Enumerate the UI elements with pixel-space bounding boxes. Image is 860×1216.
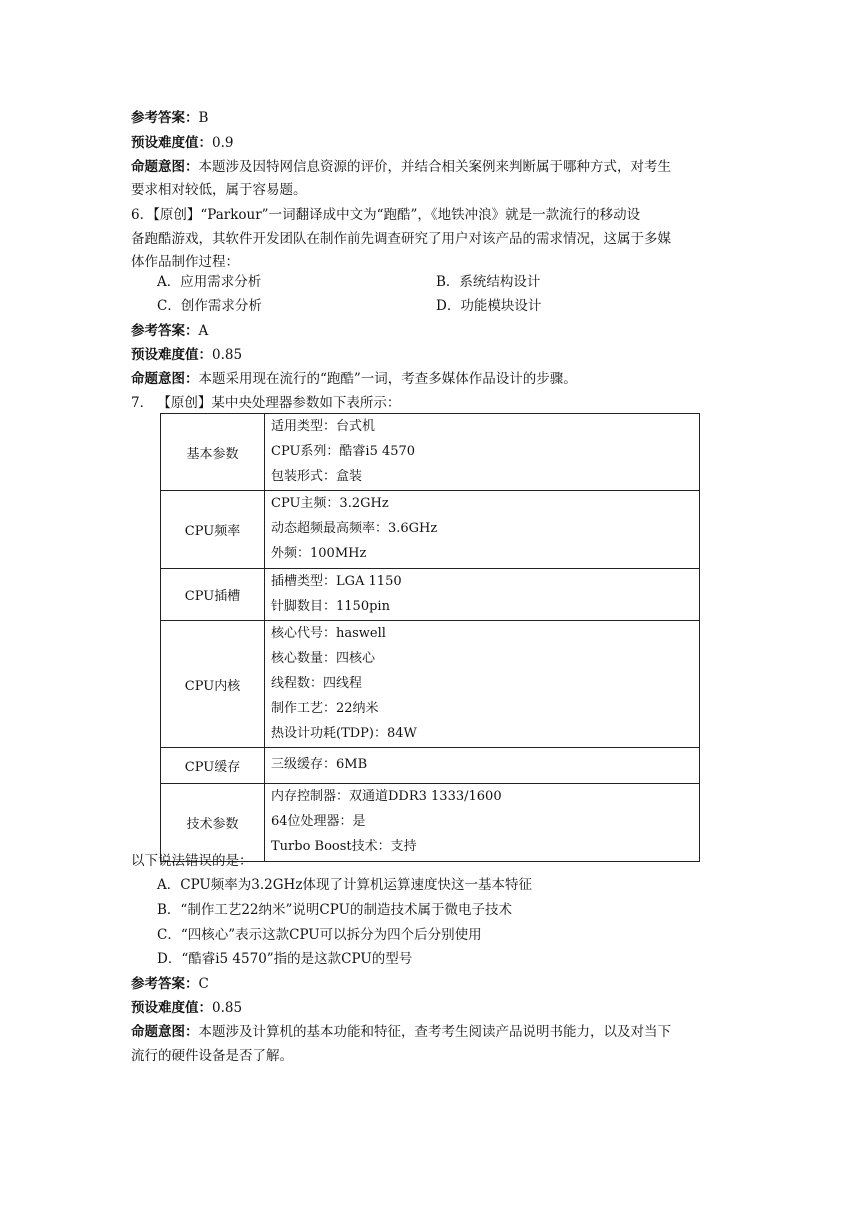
spec-line: CPU系列：酷睿i5 4570 bbox=[271, 443, 416, 459]
spec-line: 核心代号：haswell bbox=[271, 626, 386, 642]
answer-label: 参考答案： bbox=[131, 323, 199, 339]
q5-intent-cont: 要求相对较低，属于容易题。 bbox=[131, 182, 307, 198]
q6-option-d: D．功能模块设计 bbox=[436, 298, 542, 314]
table-row bbox=[161, 748, 700, 784]
difficulty-value: 0.85 bbox=[212, 1000, 243, 1016]
spec-values bbox=[265, 568, 700, 621]
table-row bbox=[161, 491, 700, 568]
difficulty-value: 0.85 bbox=[212, 347, 243, 363]
spec-line: 插槽类型：LGA 1150 bbox=[271, 573, 402, 589]
q6-answer bbox=[131, 321, 208, 341]
answer-value: A bbox=[198, 323, 209, 339]
spec-category: CPU内核 bbox=[161, 621, 265, 748]
q7-option-d: D．“酷睿i5 4570”指的是这款CPU的型号 bbox=[157, 951, 413, 967]
q7-option-b: B．“制作工艺22纳米”说明CPU的制造技术属于微电子技术 bbox=[157, 902, 512, 918]
q6-option-a: A．应用需求分析 bbox=[157, 274, 262, 290]
spec-category: 基本参数 bbox=[161, 414, 265, 491]
q7-answer bbox=[131, 974, 209, 994]
answer-label: 参考答案： bbox=[131, 110, 199, 126]
intent-text: 本题涉及计算机的基本功能和特征，查考考生阅读产品说明书能力，以及对当下 bbox=[198, 1024, 671, 1040]
spec-values bbox=[265, 748, 700, 784]
spec-line: 三级缓存：6MB bbox=[271, 757, 368, 773]
answer-value: B bbox=[198, 110, 209, 126]
difficulty-label: 预设难度值： bbox=[131, 1000, 212, 1016]
spec-line: Turbo Boost技术：支持 bbox=[271, 838, 417, 854]
q7-stem: 7． 【原创】某中央处理器参数如下表所示： bbox=[131, 395, 401, 411]
intent-label: 命题意图： bbox=[131, 371, 199, 387]
q6-intent bbox=[131, 369, 577, 389]
difficulty-value: 0.9 bbox=[212, 135, 234, 151]
spec-values bbox=[265, 621, 700, 748]
answer-label: 参考答案： bbox=[131, 976, 199, 992]
spec-line: 核心数量：四核心 bbox=[271, 651, 376, 667]
spec-category: 技术参数 bbox=[161, 784, 265, 861]
spec-category: CPU频率 bbox=[161, 491, 265, 568]
spec-category: CPU缓存 bbox=[161, 748, 265, 784]
q7-option-c: C．“四核心”表示这款CPU可以拆分为四个后分别使用 bbox=[157, 927, 482, 943]
q7-intent bbox=[131, 1022, 671, 1042]
intent-text: 本题采用现在流行的“跑酷”一词，考查多媒体作品设计的步骤。 bbox=[198, 371, 577, 387]
q7-option-a: A．CPU频率为3.2GHz体现了计算机运算速度快这一基本特征 bbox=[157, 877, 532, 893]
spec-values bbox=[265, 784, 700, 861]
intent-text: 本题涉及因特网信息资源的评价，并结合相关案例来判断属于哪种方式，对考生 bbox=[198, 159, 671, 175]
spec-line: 针脚数目：1150pin bbox=[271, 598, 390, 614]
q6-stem-line3: 体作品制作过程： bbox=[131, 254, 239, 270]
q6-difficulty bbox=[131, 345, 242, 365]
spec-line: 制作工艺：22纳米 bbox=[271, 700, 379, 716]
q6-option-c: C．创作需求分析 bbox=[157, 298, 262, 314]
q7-question: 以下说法错误的是： bbox=[131, 853, 253, 869]
spec-line: 线程数：四线程 bbox=[271, 675, 363, 691]
spec-line: 64位处理器：是 bbox=[271, 813, 366, 829]
spec-line: 外频：100MHz bbox=[271, 545, 367, 561]
q6-option-b: B．系统结构设计 bbox=[436, 274, 541, 290]
spec-line: 热设计功耗(TDP)：84W bbox=[271, 725, 417, 741]
table-row bbox=[161, 414, 700, 491]
q6-stem-line2: 备跑酷游戏，其软件开发团队在制作前先调查研究了用户对该产品的需求情况，这属于多媒 bbox=[131, 231, 671, 247]
spec-values bbox=[265, 491, 700, 568]
answer-value: C bbox=[198, 976, 209, 992]
spec-values bbox=[265, 414, 700, 491]
spec-line: 动态超频最高频率：3.6GHz bbox=[271, 521, 438, 537]
difficulty-label: 预设难度值： bbox=[131, 347, 212, 363]
q5-difficulty bbox=[131, 133, 233, 153]
q7-intent-cont: 流行的硬件设备是否了解。 bbox=[131, 1048, 293, 1064]
spec-line: 适用类型：台式机 bbox=[271, 419, 376, 434]
intent-label: 命题意图： bbox=[131, 159, 199, 175]
spec-category: CPU插槽 bbox=[161, 568, 265, 621]
difficulty-label: 预设难度值： bbox=[131, 135, 212, 151]
table-row bbox=[161, 568, 700, 621]
q5-intent bbox=[131, 157, 671, 177]
spec-line: 包装形式：盒装 bbox=[271, 468, 363, 484]
spec-line: 内存控制器：双通道DDR3 1333/1600 bbox=[271, 789, 502, 805]
q5-answer bbox=[131, 108, 208, 128]
q6-stem-line1: 6．【原创】“Parkour”一词翻译成中文为“跑酷”，《地铁冲浪》就是一款流行的移动设 bbox=[131, 207, 641, 223]
table-row bbox=[161, 621, 700, 748]
cpu-spec-table bbox=[160, 413, 700, 862]
intent-label: 命题意图： bbox=[131, 1024, 199, 1040]
q7-difficulty bbox=[131, 998, 242, 1018]
table-row bbox=[161, 784, 700, 861]
spec-line: CPU主频：3.2GHz bbox=[271, 496, 389, 512]
